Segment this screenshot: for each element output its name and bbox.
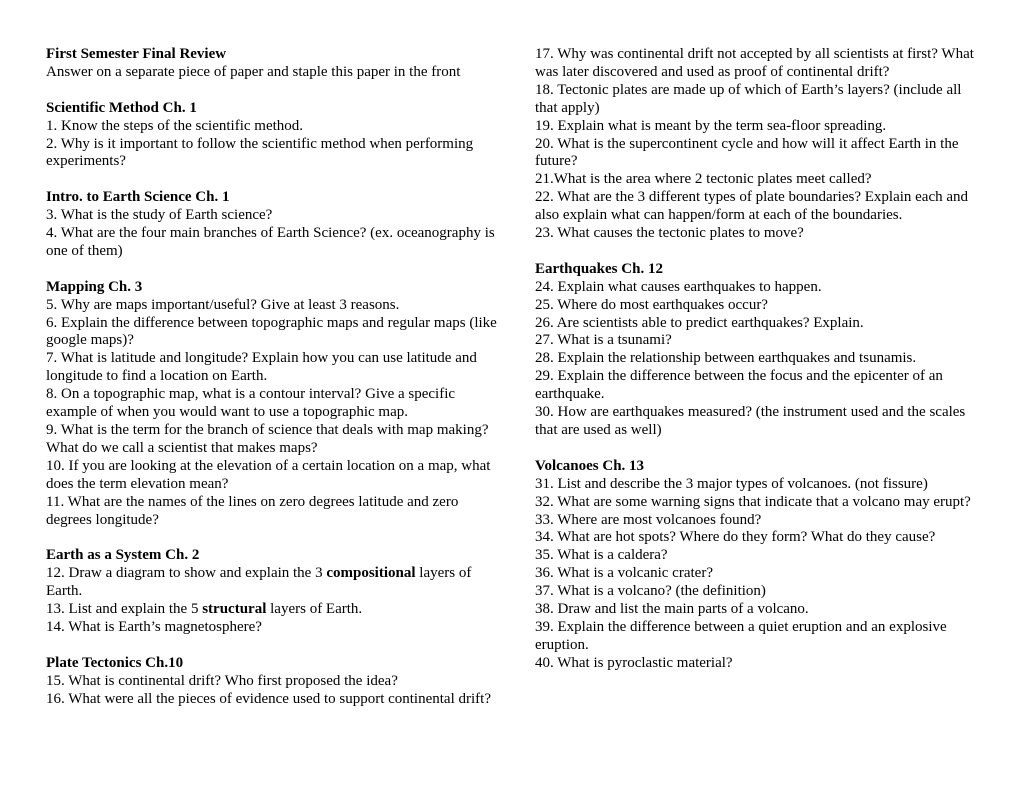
question-item: 18. Tectonic plates are made up of which of Earth’s layers? (include all that apply)	[535, 81, 962, 116]
section-heading: Volcanoes Ch. 13	[535, 457, 645, 474]
section-earth-as-a-system-ch-2	[46, 547, 506, 637]
question-item: 3. What is the study of Earth science?	[46, 207, 273, 224]
question-item: 6. Explain the difference between topographic maps and regular maps (like google maps)?	[46, 314, 497, 349]
question-item: 22. What are the 3 different types of plate boundaries? Explain each and also explain what can happen/form at each of the boundaries.	[535, 189, 969, 224]
question-item: 31. List and describe the 3 major types of volcanoes. (not fissure)	[535, 475, 928, 492]
section-earthquakes-ch-12	[535, 261, 980, 440]
section-heading: Earthquakes Ch. 12	[535, 260, 663, 277]
question-emphasis: structural	[202, 601, 267, 618]
question-text: layers of Earth.	[46, 565, 472, 600]
question-item: 40. What is pyroclastic material?	[535, 654, 733, 671]
question-item: 15. What is continental drift? Who first proposed the idea?	[46, 672, 398, 689]
document-header	[46, 46, 506, 82]
question-item: 35. What is a caldera?	[535, 547, 668, 564]
question-item: 8. On a topographic map, what is a contour interval? Give a specific example of when you would want to use a topographic map.	[46, 386, 456, 421]
question-item: 10. If you are looking at the elevation of a certain location on a map, what does the term elevation mean?	[46, 457, 491, 492]
question-item: 29. Explain the difference between the focus and the epicenter of an earthquake.	[535, 368, 943, 403]
question-item: 2. Why is it important to follow the scientific method when performing experiments?	[46, 135, 474, 170]
question-item: 25. Where do most earthquakes occur?	[535, 296, 768, 313]
section-plate-tectonics-ch-10	[46, 655, 506, 709]
question-item: 34. What are hot spots? Where do they form? What do they cause?	[535, 529, 936, 546]
question-item: 32. What are some warning signs that indicate that a volcano may erupt?	[535, 493, 971, 510]
section-heading: Earth as a System Ch. 2	[46, 547, 200, 564]
question-item: 26. Are scientists able to predict earthquakes? Explain.	[535, 314, 864, 331]
question-item: 20. What is the supercontinent cycle and how will it affect Earth in the future?	[535, 135, 959, 170]
question-text: 12. Draw a diagram to show and explain the 3	[46, 565, 327, 582]
question-emphasis: compositional	[326, 565, 416, 582]
question-item: 30. How are earthquakes measured? (the instrument used and the scales that are used as well)	[535, 404, 966, 439]
question-item: 17. Why was continental drift not accepted by all scientists at first? What was later discovered and used as proof of continental drift?	[535, 46, 974, 80]
question-text: 13. List and explain the 5	[46, 601, 203, 618]
question-item: 27. What is a tsunami?	[535, 332, 672, 349]
section-heading: Scientific Method Ch. 1	[46, 99, 197, 116]
question-item: 28. Explain the relationship between earthquakes and tsunamis.	[535, 350, 917, 367]
question-item: 9. What is the term for the branch of science that deals with map making? What do we call a scientist that makes maps?	[46, 421, 489, 456]
question-item: 11. What are the names of the lines on zero degrees latitude and zero degrees longitude?	[46, 493, 459, 528]
question-item: 37. What is a volcano? (the definition)	[535, 583, 766, 600]
section-volcanoes-ch-13	[535, 458, 980, 673]
question-item: 21.What is the area where 2 tectonic plates meet called?	[535, 171, 872, 188]
right-column	[535, 46, 980, 673]
question-item: 39. Explain the difference between a quiet eruption and an explosive eruption.	[535, 618, 947, 653]
question-item: 23. What causes the tectonic plates to move?	[535, 225, 804, 242]
question-item: 19. Explain what is meant by the term sea-floor spreading.	[535, 117, 887, 134]
section-intro-to-earth-science-ch-1	[46, 189, 506, 261]
right-sections	[535, 46, 980, 673]
section-mapping-ch-3	[46, 279, 506, 530]
document-instruction: Answer on a separate piece of paper and staple this paper in the front	[46, 63, 461, 80]
left-sections	[46, 100, 506, 709]
question-item: 5. Why are maps important/useful? Give at least 3 reasons.	[46, 296, 400, 313]
document-title: First Semester Final Review	[46, 46, 227, 62]
question-item: 16. What were all the pieces of evidence used to support continental drift?	[46, 690, 491, 707]
question-item: 24. Explain what causes earthquakes to happen.	[535, 278, 822, 295]
question-item: 7. What is latitude and longitude? Explain how you can use latitude and longitude to find a location on Earth.	[46, 350, 477, 385]
section-heading: Plate Tectonics Ch.10	[46, 654, 184, 671]
question-item: 38. Draw and list the main parts of a volcano.	[535, 601, 809, 618]
question-item: 1. Know the steps of the scientific method.	[46, 117, 304, 134]
question-item: 14. What is Earth’s magnetosphere?	[46, 618, 262, 635]
question-item	[46, 601, 506, 619]
section-continued	[535, 46, 980, 243]
question-item: 36. What is a volcanic crater?	[535, 565, 713, 582]
section-heading: Intro. to Earth Science Ch. 1	[46, 189, 230, 206]
question-item: 4. What are the four main branches of Earth Science? (ex. oceanography is one of them)	[46, 225, 495, 259]
question-item: 33. Where are most volcanoes found?	[535, 511, 762, 528]
question-item	[46, 565, 506, 601]
question-text: layers of Earth.	[266, 601, 363, 618]
section-scientific-method-ch-1	[46, 100, 506, 172]
section-heading: Mapping Ch. 3	[46, 278, 143, 295]
left-column	[46, 46, 506, 708]
